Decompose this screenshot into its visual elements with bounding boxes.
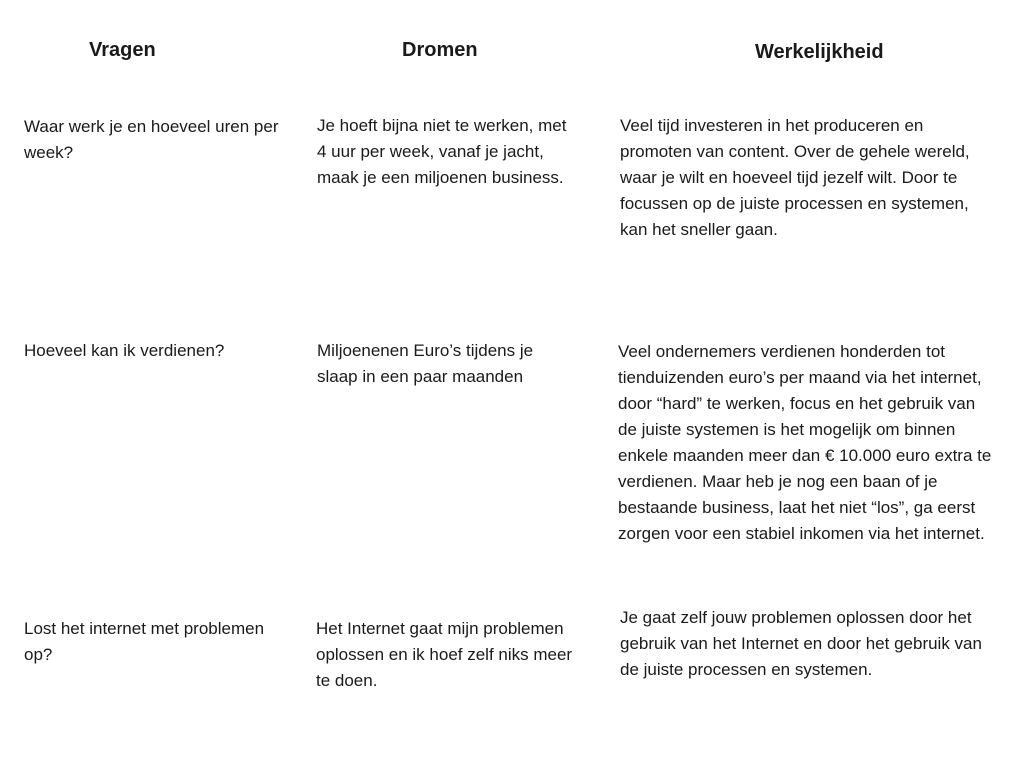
- column-header-questions: Vragen: [89, 39, 156, 61]
- row-3-reality: Je gaat zelf jouw problemen oplossen door het gebruik van het Internet en door het gebruik van de juiste processen en systemen.: [620, 608, 982, 679]
- row-2-question: Hoeveel kan ik verdienen?: [24, 341, 225, 360]
- row-2-reality: Veel ondernemers verdienen honderden tot tienduizenden euro’s per maand via het internet, door “hard” te werken, focus en het gebruik van de juiste systemen is het mogelijk om binnen enkele maanden meer dan € 10.000 euro extra te verdienen. Maar heb je nog een baan of je bestaande business, laat het niet “los”, ga eerst zorgen voor een stabiel inkomen via het internet.: [618, 342, 992, 543]
- row-3-dream: Het Internet gaat mijn problemen oplossen en ik hoef zelf niks meer te doen.: [316, 619, 573, 690]
- row-1-question: Waar werk je en hoeveel uren per week?: [24, 117, 279, 162]
- column-header-reality: Werkelijkheid: [755, 41, 884, 63]
- column-header-dreams: Dromen: [402, 39, 478, 61]
- row-2-dream: Miljoenenen Euro’s tijdens je slaap in een paar maanden: [317, 341, 534, 386]
- row-3-question: Lost het internet met problemen op?: [24, 619, 265, 664]
- row-1-reality: Veel tijd investeren in het produceren en promoten van content. Over de gehele wereld, waar je wilt en hoeveel tijd jezelf wilt. Door te focussen op de juiste processen en systemen, kan het sneller gaan.: [620, 116, 970, 239]
- row-1-dream: Je hoeft bijna niet te werken, met 4 uur per week, vanaf je jacht, maak je een miljoenen business.: [317, 116, 567, 187]
